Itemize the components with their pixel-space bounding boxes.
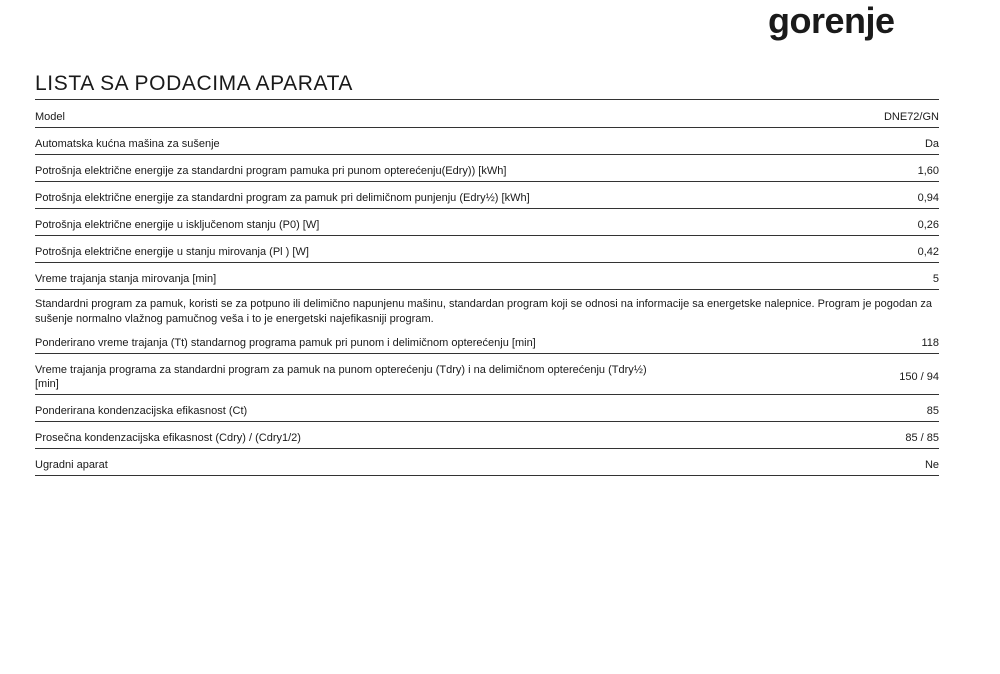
spec-label: Potrošnja električne energije za standardni program pamuka pri punom opterećenju(Edry)) [kWh] bbox=[35, 165, 507, 177]
program-note: Standardni program za pamuk, koristi se za potpuno ili delimično napunjenu mašinu, standardan program koji se odnosi na informacije sa energetske nalepnice. Program je pogodan za sušenje normalno vlažnog pamučnog veša i to je energetski najefikasniji program. bbox=[35, 298, 933, 325]
spec-value: Ne bbox=[924, 459, 939, 471]
spec-row-power-off bbox=[35, 218, 939, 236]
spec-label: Prosečna kondenzacijska efikasnost (Cdry) / (Cdry1/2) bbox=[35, 432, 301, 444]
spec-row-power-idle bbox=[35, 245, 939, 263]
spec-row-built-in bbox=[35, 458, 939, 476]
spec-value: 85 bbox=[926, 405, 939, 417]
spec-row-energy-full bbox=[35, 164, 939, 182]
spec-row-weighted-time bbox=[35, 336, 939, 354]
spec-label: Model bbox=[35, 111, 65, 123]
spec-label: Ponderirano vreme trajanja (Tt) standarnog programa pamuk pri punom i delimičnom opterećenju [min] bbox=[35, 337, 536, 349]
spec-label: Ponderirana kondenzacijska efikasnost (Ct) bbox=[35, 405, 248, 417]
spec-value: DNE72/GN bbox=[883, 111, 939, 123]
spec-row-weighted-condensation bbox=[35, 404, 939, 422]
spec-row-energy-partial bbox=[35, 191, 939, 209]
brand-logo: gorenje bbox=[768, 0, 895, 41]
spec-label: Automatska kućna mašina za sušenje bbox=[35, 138, 220, 150]
spec-row-model bbox=[35, 110, 939, 128]
spec-label: Vreme trajanja stanja mirovanja [min] bbox=[35, 273, 217, 285]
spec-value: 5 bbox=[932, 273, 939, 285]
spec-label: Potrošnja električne energije za standardni program za pamuk pri delimičnom punjenju (Edry½) [kWh] bbox=[35, 192, 530, 204]
spec-row-idle-duration bbox=[35, 272, 939, 290]
spec-row-average-condensation bbox=[35, 431, 939, 449]
spec-value: 1,60 bbox=[917, 165, 939, 177]
page-title: LISTA SA PODACIMA APARATA bbox=[35, 72, 939, 100]
spec-value: 0,94 bbox=[917, 192, 939, 204]
spec-value: 150 / 94 bbox=[899, 371, 939, 383]
spec-value: 0,42 bbox=[917, 246, 939, 258]
spec-value: Da bbox=[924, 138, 939, 150]
spec-row-program-duration bbox=[35, 363, 939, 395]
spec-row-automatic bbox=[35, 137, 939, 155]
spec-value: 85 / 85 bbox=[905, 432, 939, 444]
spec-label: Vreme trajanja programa za standardni program za pamuk na punom opterećenju (Tdry) i na delimičnom opterećenju (Tdry½) [min] bbox=[35, 364, 647, 390]
spec-value: 0,26 bbox=[917, 219, 939, 231]
spec-table bbox=[35, 110, 939, 485]
spec-label: Potrošnja električne energije u stanju mirovanja (Pl ) [W] bbox=[35, 246, 309, 258]
spec-label: Ugradni aparat bbox=[35, 459, 108, 471]
spec-value: 118 bbox=[921, 337, 939, 349]
spec-label: Potrošnja električne energije u isključenom stanju (P0) [W] bbox=[35, 219, 320, 231]
